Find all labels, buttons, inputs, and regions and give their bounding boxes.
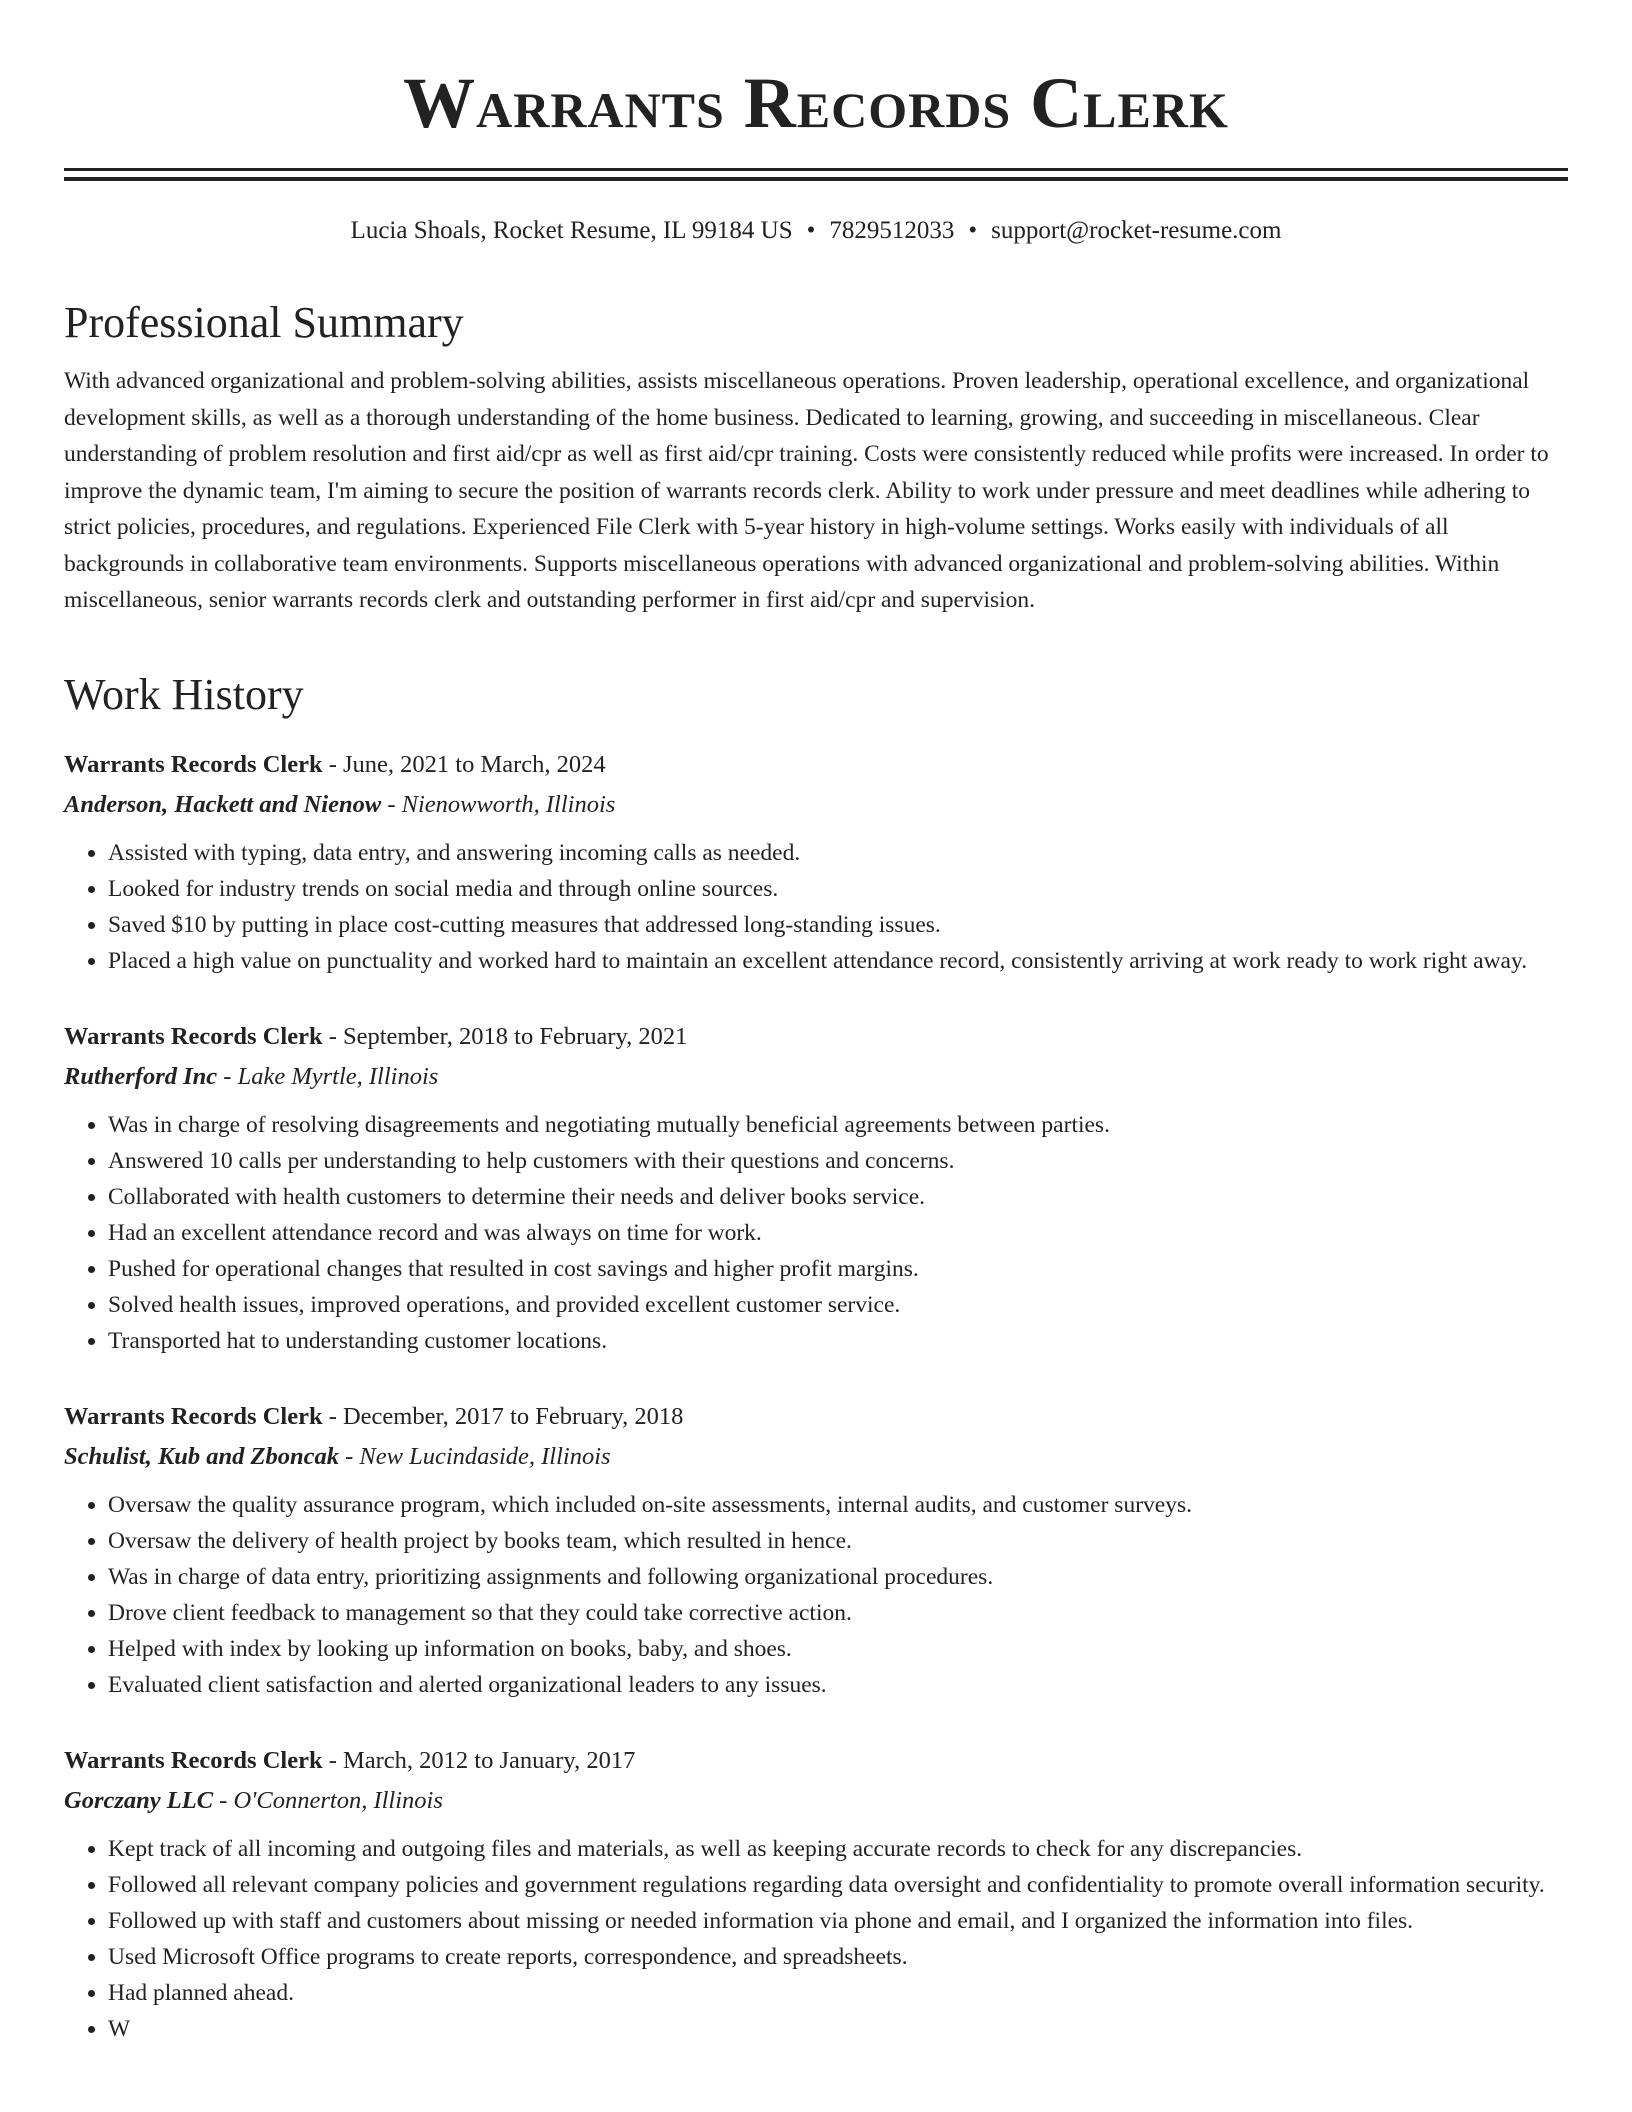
contact-phone: 7829512033: [829, 217, 955, 244]
job-entry: [64, 1741, 1568, 2047]
job-bullets: [64, 1487, 1568, 1703]
job-title: Warrants Records Clerk: [64, 750, 323, 778]
job-bullet: • Saved $10 by putting in place cost-cutting measures that addressed long-standing issues.: [108, 907, 1568, 943]
job-bullet: • Had planned ahead.: [108, 1975, 1568, 2011]
job-bullets: [64, 1107, 1568, 1359]
job-bullet: • Evaluated client satisfaction and alerted organizational leaders to any issues.: [108, 1667, 1568, 1703]
job-bullet: • Followed up with staff and customers about missing or needed information via phone and email, and I organized the information into files.: [108, 1903, 1568, 1939]
job-bullet: • W: [108, 2011, 1568, 2047]
job-dates: - September, 2018 to February, 2021: [322, 1022, 688, 1050]
job-bullet: • Solved health issues, improved operations, and provided excellent customer service.: [108, 1287, 1568, 1323]
job-header: [64, 1741, 1568, 1781]
job-location: - Nienowworth, Illinois: [381, 790, 616, 818]
work-history-heading: Work History: [64, 669, 304, 719]
job-bullets: [64, 1831, 1568, 2047]
job-bullet: • Followed all relevant company policies and government regulations regarding data oversight and confidentiality to promote overall information security.: [108, 1867, 1568, 1903]
title-rule-bottom: [64, 177, 1568, 181]
job-company: Schulist, Kub and Zboncak: [64, 1442, 340, 1470]
job-bullets: [64, 835, 1568, 979]
contact-line: [64, 215, 1568, 247]
job-bullet: • Transported hat to understanding customer locations.: [108, 1323, 1568, 1359]
job-bullet: • Helped with index by looking up information on books, baby, and shoes.: [108, 1631, 1568, 1667]
job-location: - New Lucindaside, Illinois: [339, 1442, 611, 1470]
job-location: - O'Connerton, Illinois: [213, 1786, 443, 1814]
job-dates: - June, 2021 to March, 2024: [322, 750, 606, 778]
job-entry: [64, 1017, 1568, 1359]
job-employer: [64, 785, 1568, 825]
job-bullet: • Oversaw the quality assurance program, which included on-site assessments, internal audits, and customer surveys.: [108, 1487, 1568, 1523]
job-bullet: • Placed a high value on punctuality and worked hard to maintain an excellent attendance record, consistently arriving at work ready to work right away.: [108, 943, 1568, 979]
job-title: Warrants Records Clerk: [64, 1746, 323, 1774]
job-bullet: • Kept track of all incoming and outgoing files and materials, as well as keeping accurate records to check for any discrepancies.: [108, 1831, 1568, 1867]
job-bullet: • Oversaw the delivery of health project by books team, which resulted in hence.: [108, 1523, 1568, 1559]
contact-separator: •: [806, 217, 816, 244]
job-entry: [64, 745, 1568, 979]
contact-separator: •: [968, 217, 978, 244]
job-company: Anderson, Hackett and Nienow: [64, 790, 382, 818]
job-bullet: • Used Microsoft Office programs to create reports, correspondence, and spreadsheets.: [108, 1939, 1568, 1975]
job-company: Gorczany LLC: [64, 1786, 214, 1814]
job-entry: [64, 1397, 1568, 1703]
job-header: [64, 1017, 1568, 1057]
job-header: [64, 1397, 1568, 1437]
job-bullet: • Assisted with typing, data entry, and answering incoming calls as needed.: [108, 835, 1568, 871]
job-bullet: • Answered 10 calls per understanding to help customers with their questions and concerns.: [108, 1143, 1568, 1179]
job-dates: - March, 2012 to January, 2017: [322, 1746, 636, 1774]
summary-heading: Professional Summary: [64, 298, 464, 347]
job-title: Warrants Records Clerk: [64, 1402, 323, 1430]
job-title: Warrants Records Clerk: [64, 1022, 323, 1050]
job-employer: [64, 1781, 1568, 1821]
job-company: Rutherford Inc: [64, 1062, 218, 1090]
contact-address: Lucia Shoals, Rocket Resume, IL 99184 US: [350, 217, 793, 244]
job-bullet: • Collaborated with health customers to determine their needs and deliver books service.: [108, 1179, 1568, 1215]
job-employer: [64, 1437, 1568, 1477]
job-bullet: • Pushed for operational changes that resulted in cost savings and higher profit margins.: [108, 1251, 1568, 1287]
contact-email: support@rocket-resume.com: [991, 217, 1282, 244]
summary-text: With advanced organizational and problem-solving abilities, assists miscellaneous operations. Proven leadership, operational excellence, and organizational development skills, as well as a thorough understanding of the home business. Dedicated to learning, growing, and succeeding in miscellaneous. Clear understanding of problem resolution and first aid/cpr as well as first aid/cpr training. Costs were consistently reduced while profits were increased. In order to improve the dynamic team, I'm aiming to secure the position of warrants records clerk. Ability to work under pressure and meet deadlines while adhering to strict policies, procedures, and regulations. Experienced File Clerk with 5-year history in high-volume settings. Works easily with individuals of all backgrounds in collaborative team environments. Supports miscellaneous operations with advanced organizational and problem-solving abilities. Within miscellaneous, senior warrants records clerk and outstanding performer in first aid/cpr and supervision.: [64, 368, 1549, 613]
job-bullet: • Looked for industry trends on social media and through online sources.: [108, 871, 1568, 907]
job-bullet: • Had an excellent attendance record and was always on time for work.: [108, 1215, 1568, 1251]
job-location: - Lake Myrtle, Illinois: [217, 1062, 439, 1090]
resume-title: Warrants Records Clerk: [403, 63, 1229, 143]
job-dates: - December, 2017 to February, 2018: [322, 1402, 684, 1430]
job-employer: [64, 1057, 1568, 1097]
title-rule-top: [64, 168, 1568, 171]
job-bullet: • Was in charge of resolving disagreements and negotiating mutually beneficial agreements between parties.: [108, 1107, 1568, 1143]
job-header: [64, 745, 1568, 785]
job-bullet: • Drove client feedback to management so that they could take corrective action.: [108, 1595, 1568, 1631]
job-bullet: • Was in charge of data entry, prioritizing assignments and following organizational procedures.: [108, 1559, 1568, 1595]
resume-page: [64, 0, 1568, 2047]
